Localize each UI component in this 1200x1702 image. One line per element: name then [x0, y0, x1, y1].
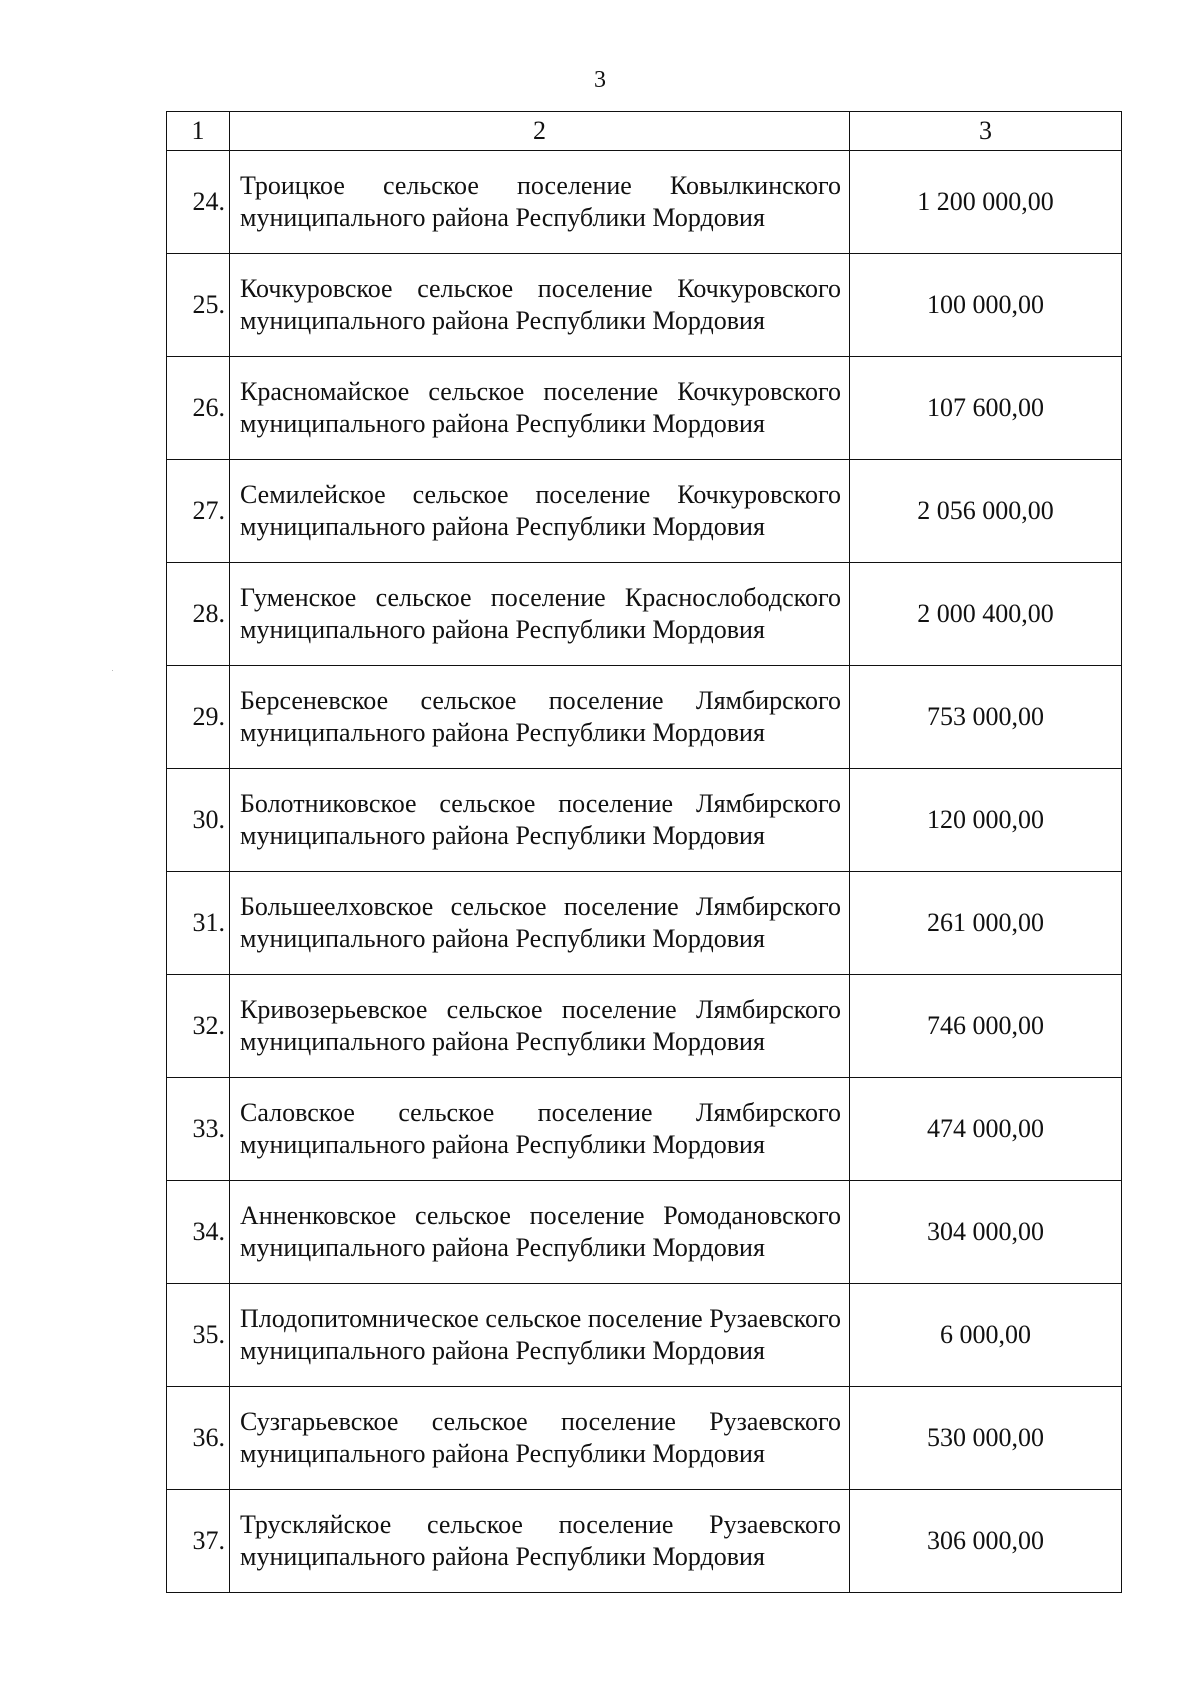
row-number: 35.: [167, 1284, 230, 1387]
row-number: 25.: [167, 254, 230, 357]
row-number: 29.: [167, 666, 230, 769]
settlement-name: Семилейское сельское поселение Кочкуровского муниципального района Республики Мордовия: [230, 460, 850, 563]
table-row: [167, 1490, 1122, 1593]
amount-value: 120 000,00: [850, 769, 1122, 872]
settlements-table: [166, 111, 1122, 1593]
table-row: [167, 254, 1122, 357]
settlement-name: Сузгарьевское сельское поселение Рузаевского муниципального района Республики Мордовия: [230, 1387, 850, 1490]
amount-value: 1 200 000,00: [850, 151, 1122, 254]
row-number: 27.: [167, 460, 230, 563]
amount-value: 304 000,00: [850, 1181, 1122, 1284]
table-header-row: [167, 112, 1122, 151]
row-number: 31.: [167, 872, 230, 975]
table-row: [167, 151, 1122, 254]
settlement-name: Большеелховское сельское поселение Лямбирского муниципального района Республики Мордовия: [230, 872, 850, 975]
scan-artifact: [112, 670, 113, 671]
table-row: [167, 1181, 1122, 1284]
amount-value: 2 056 000,00: [850, 460, 1122, 563]
row-number: 30.: [167, 769, 230, 872]
table-row: [167, 975, 1122, 1078]
row-number: 34.: [167, 1181, 230, 1284]
settlement-name: Кочкуровское сельское поселение Кочкуровского муниципального района Республики Мордовия: [230, 254, 850, 357]
amount-value: 6 000,00: [850, 1284, 1122, 1387]
table-row: [167, 666, 1122, 769]
settlement-name: Анненковское сельское поселение Ромодановского муниципального района Республики Мордовия: [230, 1181, 850, 1284]
settlement-name: Болотниковское сельское поселение Лямбирского муниципального района Республики Мордовия: [230, 769, 850, 872]
table-row: [167, 769, 1122, 872]
table-row: [167, 1284, 1122, 1387]
amount-value: 746 000,00: [850, 975, 1122, 1078]
column-header-name: 2: [230, 112, 850, 151]
table-row: [167, 872, 1122, 975]
table-row: [167, 1078, 1122, 1181]
row-number: 26.: [167, 357, 230, 460]
row-number: 33.: [167, 1078, 230, 1181]
amount-value: 474 000,00: [850, 1078, 1122, 1181]
column-header-amount: 3: [850, 112, 1122, 151]
amount-value: 107 600,00: [850, 357, 1122, 460]
settlement-name: Троицкое сельское поселение Ковылкинского муниципального района Республики Мордовия: [230, 151, 850, 254]
row-number: 32.: [167, 975, 230, 1078]
settlement-name: Плодопитомническое сельское поселение Рузаевского муниципального района Республики Мордовия: [230, 1284, 850, 1387]
settlement-name: Трускляйское сельское поселение Рузаевского муниципального района Республики Мордовия: [230, 1490, 850, 1593]
table-row: [167, 357, 1122, 460]
amount-value: 306 000,00: [850, 1490, 1122, 1593]
settlement-name: Красномайское сельское поселение Кочкуровского муниципального района Республики Мордовия: [230, 357, 850, 460]
row-number: 36.: [167, 1387, 230, 1490]
column-header-number: 1: [167, 112, 230, 151]
amount-value: 753 000,00: [850, 666, 1122, 769]
page-number: 3: [594, 67, 606, 93]
settlement-name: Кривозерьевское сельское поселение Лямбирского муниципального района Республики Мордовия: [230, 975, 850, 1078]
row-number: 37.: [167, 1490, 230, 1593]
row-number: 24.: [167, 151, 230, 254]
amount-value: 261 000,00: [850, 872, 1122, 975]
settlement-name: Гуменское сельское поселение Краснослободского муниципального района Республики Мордовия: [230, 563, 850, 666]
table-row: [167, 563, 1122, 666]
amount-value: 2 000 400,00: [850, 563, 1122, 666]
amount-value: 100 000,00: [850, 254, 1122, 357]
table-row: [167, 460, 1122, 563]
row-number: 28.: [167, 563, 230, 666]
settlement-name: Берсеневское сельское поселение Лямбирского муниципального района Республики Мордовия: [230, 666, 850, 769]
settlement-name: Саловское сельское поселение Лямбирского муниципального района Республики Мордовия: [230, 1078, 850, 1181]
table-row: [167, 1387, 1122, 1490]
amount-value: 530 000,00: [850, 1387, 1122, 1490]
